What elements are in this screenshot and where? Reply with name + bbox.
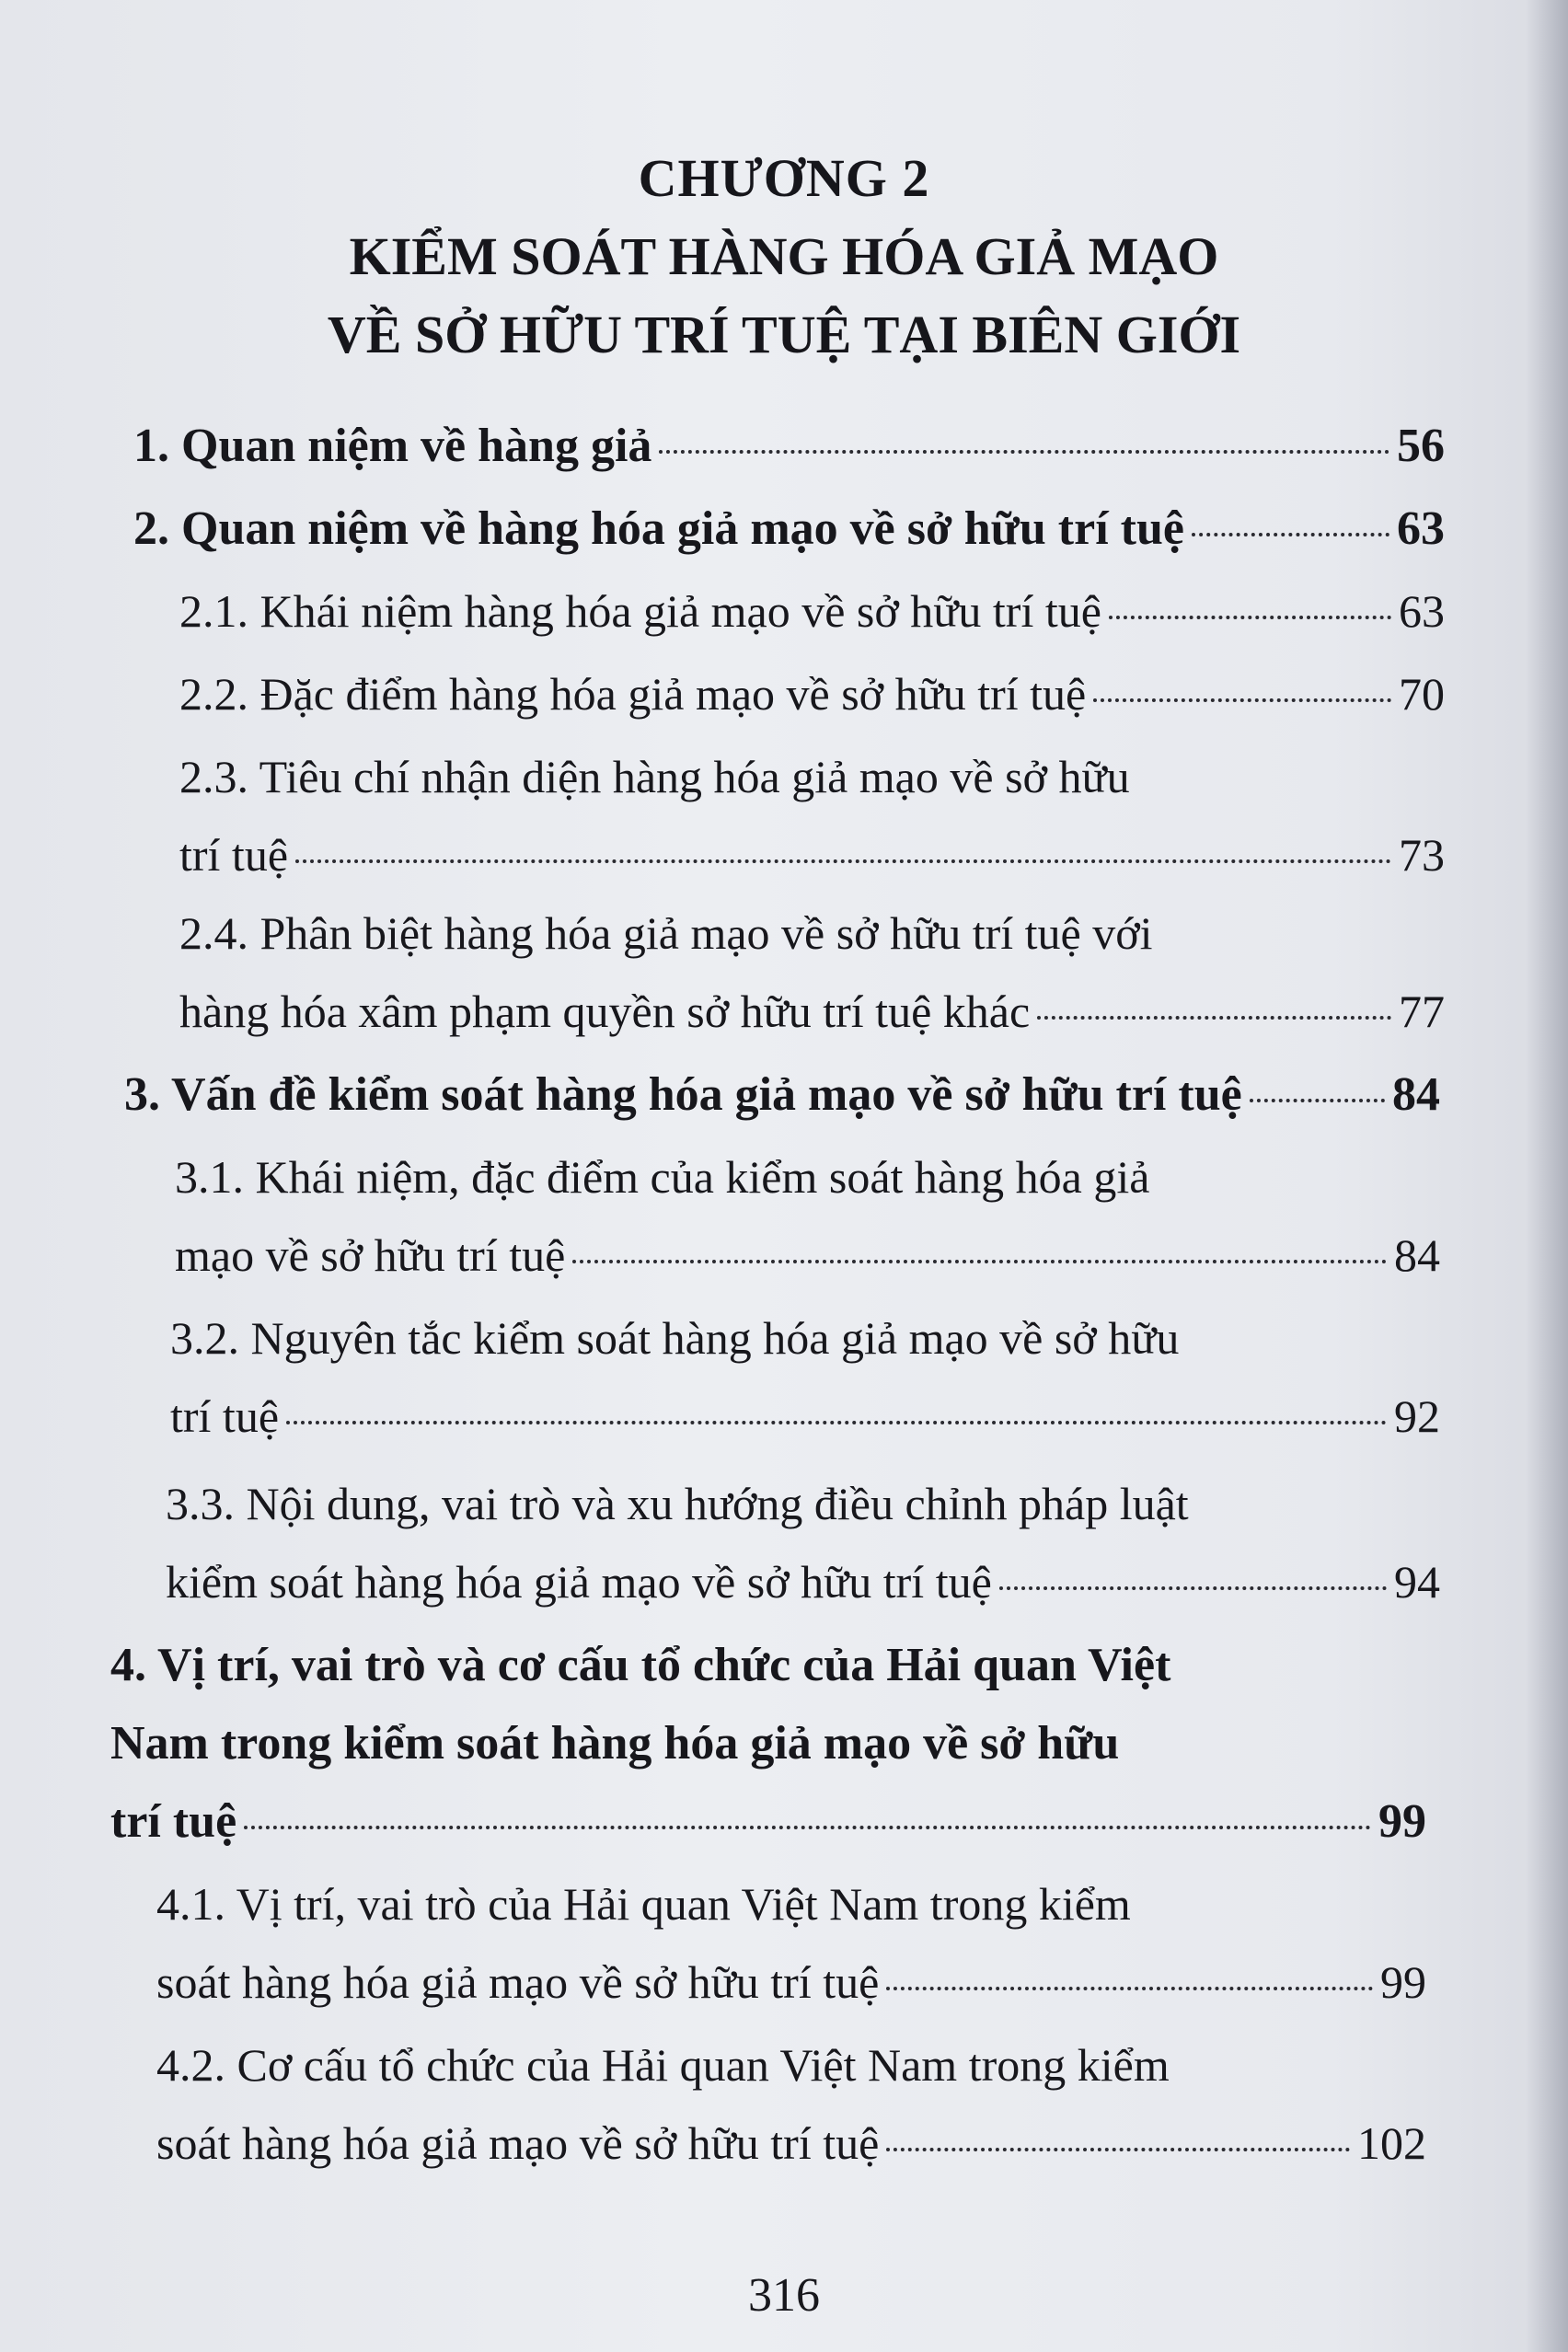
toc-entry-title: 3. Vấn đề kiểm soát hàng hóa giả mạo về sở hữu trí tuệ <box>124 1068 1242 1121</box>
toc-page-number: 84 <box>1394 1229 1440 1281</box>
toc-entry-4-2 <box>156 2116 1426 2170</box>
toc-entry-4-2-line-1: 4.2. Cơ cấu tổ chức của Hải quan Việt Nam trong kiểm <box>156 2039 1170 2091</box>
toc-entry-1 <box>133 419 1445 473</box>
toc-entry-3-2 <box>170 1389 1440 1443</box>
toc-page-number: 84 <box>1392 1068 1440 1121</box>
toc-entry-4 <box>110 1794 1426 1849</box>
chapter-label: CHƯƠNG 2 <box>638 148 930 208</box>
toc-entry-3 <box>124 1067 1440 1122</box>
toc-entry-4-1-line-1: 4.1. Vị trí, vai trò của Hải quan Việt Nam trong kiểm <box>156 1878 1131 1930</box>
leader-dots <box>999 1586 1387 1590</box>
page-number: 316 <box>748 2269 820 2322</box>
toc-entry-2-3 <box>179 828 1445 882</box>
chapter-title-line-2: VỀ SỞ HỮU TRÍ TUỆ TẠI BIÊN GIỚI <box>327 305 1241 364</box>
toc-page-number: 77 <box>1399 986 1445 1037</box>
toc-entry-3-3-line-1: 3.3. Nội dung, vai trò và xu hướng điều chỉnh pháp luật <box>166 1478 1189 1529</box>
leader-dots <box>886 1987 1373 1990</box>
leader-dots <box>295 859 1391 863</box>
toc-page-number: 56 <box>1397 420 1445 472</box>
leader-dots <box>1093 698 1391 702</box>
toc-entry-title: trí tuệ <box>170 1390 280 1442</box>
leader-dots <box>1192 533 1389 536</box>
toc-entry-3-1 <box>175 1228 1440 1282</box>
toc-entry-2-2 <box>179 667 1445 721</box>
toc-entry-2-3-line-1: 2.3. Tiêu chí nhận diện hàng hóa giả mạo về sở hữu <box>179 751 1130 802</box>
toc-entry-title: 2.2. Đặc điểm hàng hóa giả mạo về sở hữu trí tuệ <box>179 668 1087 720</box>
toc-entry-3-1-line-1: 3.1. Khái niệm, đặc điểm của kiểm soát hàng hóa giả <box>175 1151 1150 1203</box>
leader-dots <box>1037 1016 1391 1020</box>
leader-dots <box>572 1260 1387 1263</box>
toc-page-number: 102 <box>1357 2117 1426 2169</box>
leader-dots <box>886 2148 1350 2151</box>
toc-entry-title: hàng hóa xâm phạm quyền sở hữu trí tuệ khác <box>179 986 1031 1037</box>
toc-page-number: 73 <box>1399 829 1445 881</box>
toc-entry-title: trí tuệ <box>179 829 289 881</box>
toc-entry-4-1 <box>156 1955 1426 2009</box>
leader-dots <box>244 1826 1371 1829</box>
toc-entry-title: 2.1. Khái niệm hàng hóa giả mạo về sở hữu trí tuệ <box>179 585 1101 637</box>
toc-entry-2-4 <box>179 985 1445 1038</box>
toc-page-number: 70 <box>1399 668 1445 720</box>
leader-dots <box>1250 1099 1385 1102</box>
toc-page-number: 99 <box>1380 1956 1426 2008</box>
toc-entry-3-2-line-1: 3.2. Nguyên tắc kiểm soát hàng hóa giả mạo về sở hữu <box>170 1312 1180 1364</box>
toc-entry-title: mạo về sở hữu trí tuệ <box>175 1229 566 1281</box>
toc-entry-title: soát hàng hóa giả mạo về sở hữu trí tuệ <box>156 1956 880 2008</box>
toc-entry-title: soát hàng hóa giả mạo về sở hữu trí tuệ <box>156 2117 880 2169</box>
leader-dots <box>1109 616 1391 619</box>
toc-page-number: 92 <box>1394 1390 1440 1442</box>
toc-page-number: 63 <box>1399 585 1445 637</box>
toc-entry-title: 1. Quan niệm về hàng giả <box>133 420 652 472</box>
toc-page-number: 94 <box>1394 1556 1440 1608</box>
leader-dots <box>286 1421 1387 1424</box>
toc-entry-2 <box>133 502 1445 556</box>
toc-entry-2-1 <box>179 584 1445 638</box>
leader-dots <box>659 450 1389 454</box>
toc-page-number: 99 <box>1378 1795 1426 1848</box>
toc-entry-title: trí tuệ <box>110 1795 237 1848</box>
toc-entry-title: kiểm soát hàng hóa giả mạo về sở hữu trí tuệ <box>166 1556 992 1608</box>
toc-entry-title: 2. Quan niệm về hàng hóa giả mạo về sở hữu trí tuệ <box>133 502 1184 555</box>
toc-page-number: 63 <box>1397 502 1445 555</box>
chapter-title-line-1: KIỂM SOÁT HÀNG HÓA GIẢ MẠO <box>349 226 1219 286</box>
toc-entry-2-4-line-1: 2.4. Phân biệt hàng hóa giả mạo về sở hữu trí tuệ với <box>179 907 1153 959</box>
toc-entry-4-line-1: 4. Vị trí, vai trò và cơ cấu tổ chức của Hải quan Việt <box>110 1639 1171 1691</box>
toc-entry-4-line-2: Nam trong kiểm soát hàng hóa giả mạo về sở hữu <box>110 1717 1120 1770</box>
toc-entry-3-3 <box>166 1555 1440 1608</box>
